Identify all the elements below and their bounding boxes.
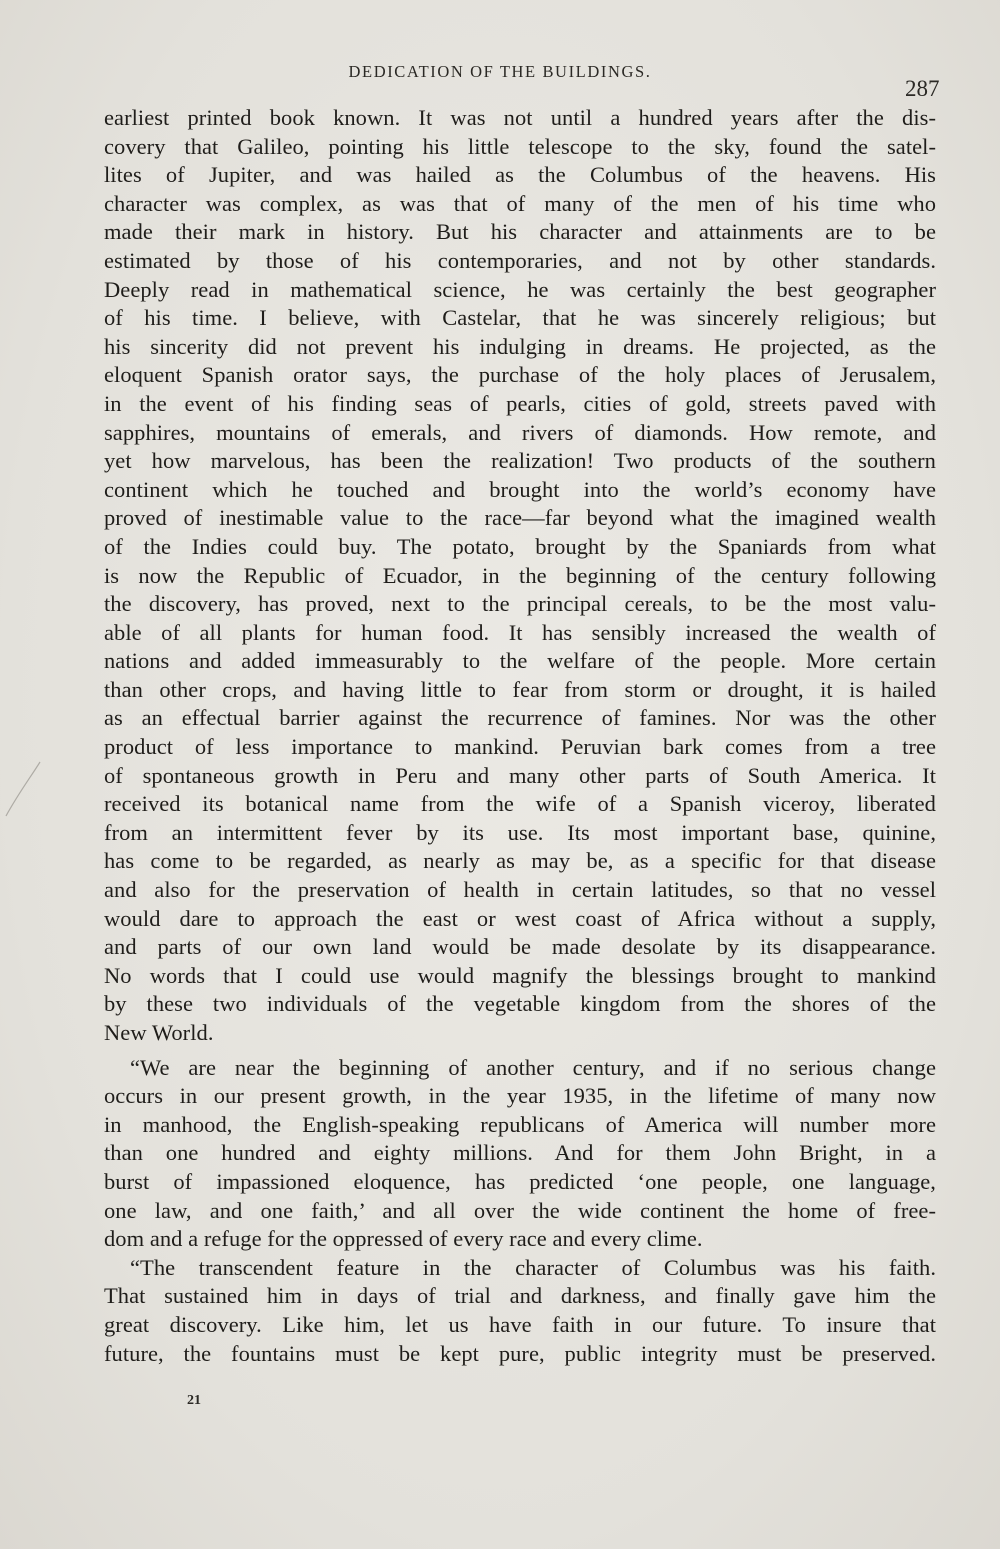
text-line: and also for the preservation of health in certain latitudes, so that no vessel [104, 877, 936, 903]
margin-pencil-mark [0, 760, 48, 820]
body-text [104, 104, 936, 1368]
text-line: No words that I could use would magnify the blessings brought to mankind [104, 962, 936, 988]
text-line: “We are near the beginning of another century, and if no serious change [130, 1054, 936, 1080]
paragraph-3 [104, 1254, 936, 1368]
text-line: earliest printed book known. It was not until a hundred years after the dis- [104, 105, 936, 130]
page-number: 287 [905, 76, 940, 101]
text-line: continent which he touched and brought into the world’s economy have [104, 476, 936, 502]
text-line: of the Indies could buy. The potato, brought by the Spaniards from what [104, 533, 936, 559]
text-line: from an intermittent fever by its use. Its most important base, quinine, [104, 819, 936, 845]
text-line: yet how marvelous, has been the realization! Two products of the southern [104, 448, 936, 474]
text-line: dom and a refuge for the oppressed of every race and every clime. [104, 1226, 703, 1252]
text-line: lites of Jupiter, and was hailed as the Columbus of the heavens. His [104, 162, 936, 188]
text-line: than other crops, and having little to fear from storm or drought, it is hailed [104, 676, 936, 702]
text-line: covery that Galileo, pointing his little telescope to the sky, found the satel- [104, 133, 936, 159]
text-line: able of all plants for human food. It has sensibly increased the wealth of [104, 619, 936, 645]
text-line: his sincerity did not prevent his indulging in dreams. He projected, as the [104, 333, 936, 359]
text-line: great discovery. Like him, let us have faith in our future. To insure that [104, 1311, 936, 1337]
paragraph-1 [104, 104, 936, 1048]
text-line: character was complex, as was that of many of the men of his time who [104, 190, 936, 216]
text-line: one law, and one faith,’ and all over the wide continent the home of free- [104, 1197, 936, 1223]
text-line: “The transcendent feature in the character of Columbus was his faith. [130, 1254, 936, 1280]
text-line: and parts of our own land would be made desolate by its disappearance. [104, 934, 936, 960]
text-line: burst of impassioned eloquence, has predicted ‘one people, one language, [104, 1168, 936, 1194]
signature-mark: 21 [187, 1393, 201, 1408]
text-line: has come to be regarded, as nearly as may be, as a specific for that disease [104, 848, 936, 874]
text-line: sapphires, mountains of emerals, and rivers of diamonds. How remote, and [104, 419, 936, 445]
text-line: by these two individuals of the vegetable kingdom from the shores of the [104, 991, 936, 1017]
text-line: product of less importance to mankind. Peruvian bark comes from a tree [104, 734, 936, 760]
text-line: New World. [104, 1020, 214, 1045]
text-line: estimated by those of his contemporaries, and not by other standards. [104, 247, 936, 273]
text-line: in the event of his finding seas of pearls, cities of gold, streets paved with [104, 390, 936, 416]
text-line: nations and added immeasurably to the welfare of the people. More certain [104, 648, 936, 674]
text-line: future, the fountains must be kept pure, public integrity must be preserved. [104, 1340, 936, 1366]
text-line: occurs in our present growth, in the year 1935, in the lifetime of many now [104, 1083, 936, 1109]
text-line: That sustained him in days of trial and darkness, and finally gave him the [104, 1283, 936, 1309]
text-line: made their mark in history. But his character and attainments are to be [104, 219, 936, 245]
text-line: as an effectual barrier against the recurrence of famines. Nor was the other [104, 705, 936, 731]
text-line: Deeply read in mathematical science, he was certainly the best geographer [104, 276, 936, 302]
text-line: would dare to approach the east or west coast of Africa without a supply, [104, 905, 936, 931]
text-line: of his time. I believe, with Castelar, that he was sincerely religious; but [104, 305, 936, 331]
text-line: the discovery, has proved, next to the principal cereals, to be the most valu- [104, 591, 936, 617]
text-line: proved of inestimable value to the race—far beyond what the imagined wealth [104, 505, 936, 531]
text-line: of spontaneous growth in Peru and many other parts of South America. It [104, 762, 936, 788]
text-line: is now the Republic of Ecuador, in the beginning of the century following [104, 562, 936, 588]
paragraph-2 [104, 1054, 936, 1254]
running-title: DEDICATION OF THE BUILDINGS. [348, 62, 652, 81]
text-line: eloquent Spanish orator says, the purchase of the holy places of Jerusalem, [104, 362, 936, 388]
text-line: in manhood, the English-speaking republicans of America will number more [104, 1111, 936, 1137]
text-line: received its botanical name from the wife of a Spanish viceroy, liberated [104, 791, 936, 817]
text-line: than one hundred and eighty millions. And for them John Bright, in a [104, 1140, 936, 1166]
